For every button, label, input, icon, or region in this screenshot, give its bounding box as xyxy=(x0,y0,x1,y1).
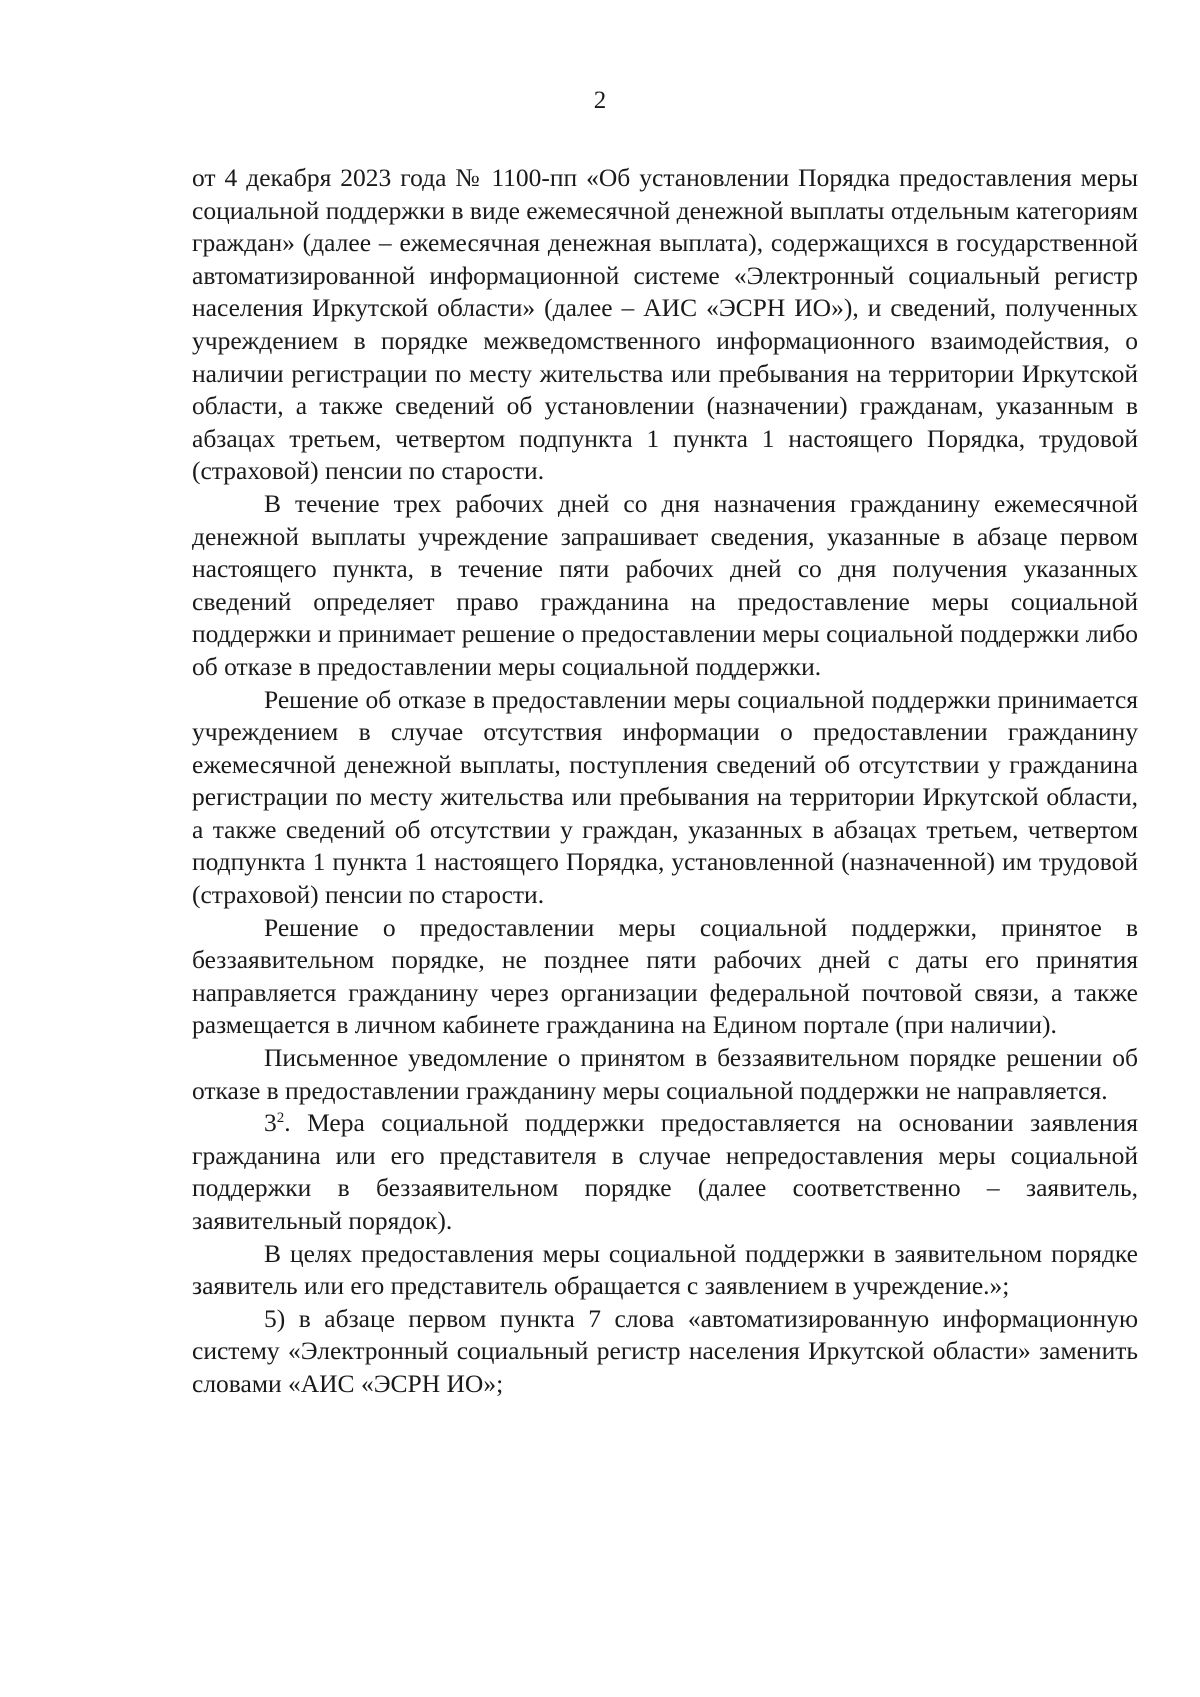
document-body xyxy=(192,162,1138,1401)
paragraph-6-text: . Мера социальной поддержки предоставляется на основании заявления гражданина или его представителя в случае непредоставления меры социальной поддержки в беззаявительном порядке (далее соответственно – заявитель, заявительный порядок). xyxy=(192,1108,1138,1235)
paragraph-8: 5) в абзаце первом пункта 7 слова «автоматизированную информационную систему «Электронный социальный регистр населения Иркутской области» заменить словами «АИС «ЭСРН ИО»; xyxy=(192,1303,1138,1398)
paragraph-3: Решение об отказе в предоставлении меры социальной поддержки принимается учреждением в случае отсутствия информации о предоставлении гражданину ежемесячной денежной выплаты, поступления сведений об отсутствии у гражданина регистрации по месту жительства или пребывания на территории Иркутской области, а также сведений об отсутствии у граждан, указанных в абзацах третьем, четвертом подпункта 1 пункта 1 настоящего Порядка, установленной (назначенной) им трудовой (страховой) пенсии по старости. xyxy=(192,684,1138,910)
paragraph-6 xyxy=(192,1107,1138,1237)
paragraph-1: от 4 декабря 2023 года № 1100-пп «Об установлении Порядка предоставления меры социальной поддержки в виде ежемесячной денежной выплаты отдельным категориям граждан» (далее – ежемесячная денежная выплата), содержащихся в государственной автоматизированной информационной системе «Электронный социальный регистр населения Иркутской области» (далее – АИС «ЭСРН ИО»), и сведений, полученных учреждением в порядке межведомственного информационного взаимодействия, о наличии регистрации по месту жительства или пребывания на территории Иркутской области, а также сведений об установлении (назначении) гражданам, указанным в абзацах третьем, четвертом подпункта 1 пункта 1 настоящего Порядка, трудовой (страховой) пенсии по старости. xyxy=(192,163,1138,486)
paragraph-5: Письменное уведомление о принятом в беззаявительном порядке решении об отказе в предоставлении гражданину меры социальной поддержки не направляется. xyxy=(192,1043,1138,1105)
item-number-superscript: 2 xyxy=(276,1110,285,1127)
paragraph-4: Решение о предоставлении меры социальной поддержки, принятое в беззаявительном порядке, не позднее пяти рабочих дней с даты его принятия направляется гражданину через организации федеральной почтовой связи, а также размещается в личном кабинете гражданина на Едином портале (при наличии). xyxy=(192,912,1138,1040)
paragraph-7: В целях предоставления меры социальной поддержки в заявительном порядке заявитель или его представитель обращается с заявлением в учреждение.»; xyxy=(192,1238,1138,1301)
item-number: 3 xyxy=(264,1108,277,1138)
paragraph-2: В течение трех рабочих дней со дня назначения гражданину ежемесячной денежной выплаты учреждение запрашивает сведения, указанные в абзаце первом настоящего пункта, в течение пяти рабочих дней со дня получения указанных сведений определяет право гражданина на предоставление меры социальной поддержки и принимает решение о предоставлении меры социальной поддержки либо об отказе в предоставлении меры социальной поддержки. xyxy=(192,488,1138,681)
page-number: 2 xyxy=(593,87,607,114)
